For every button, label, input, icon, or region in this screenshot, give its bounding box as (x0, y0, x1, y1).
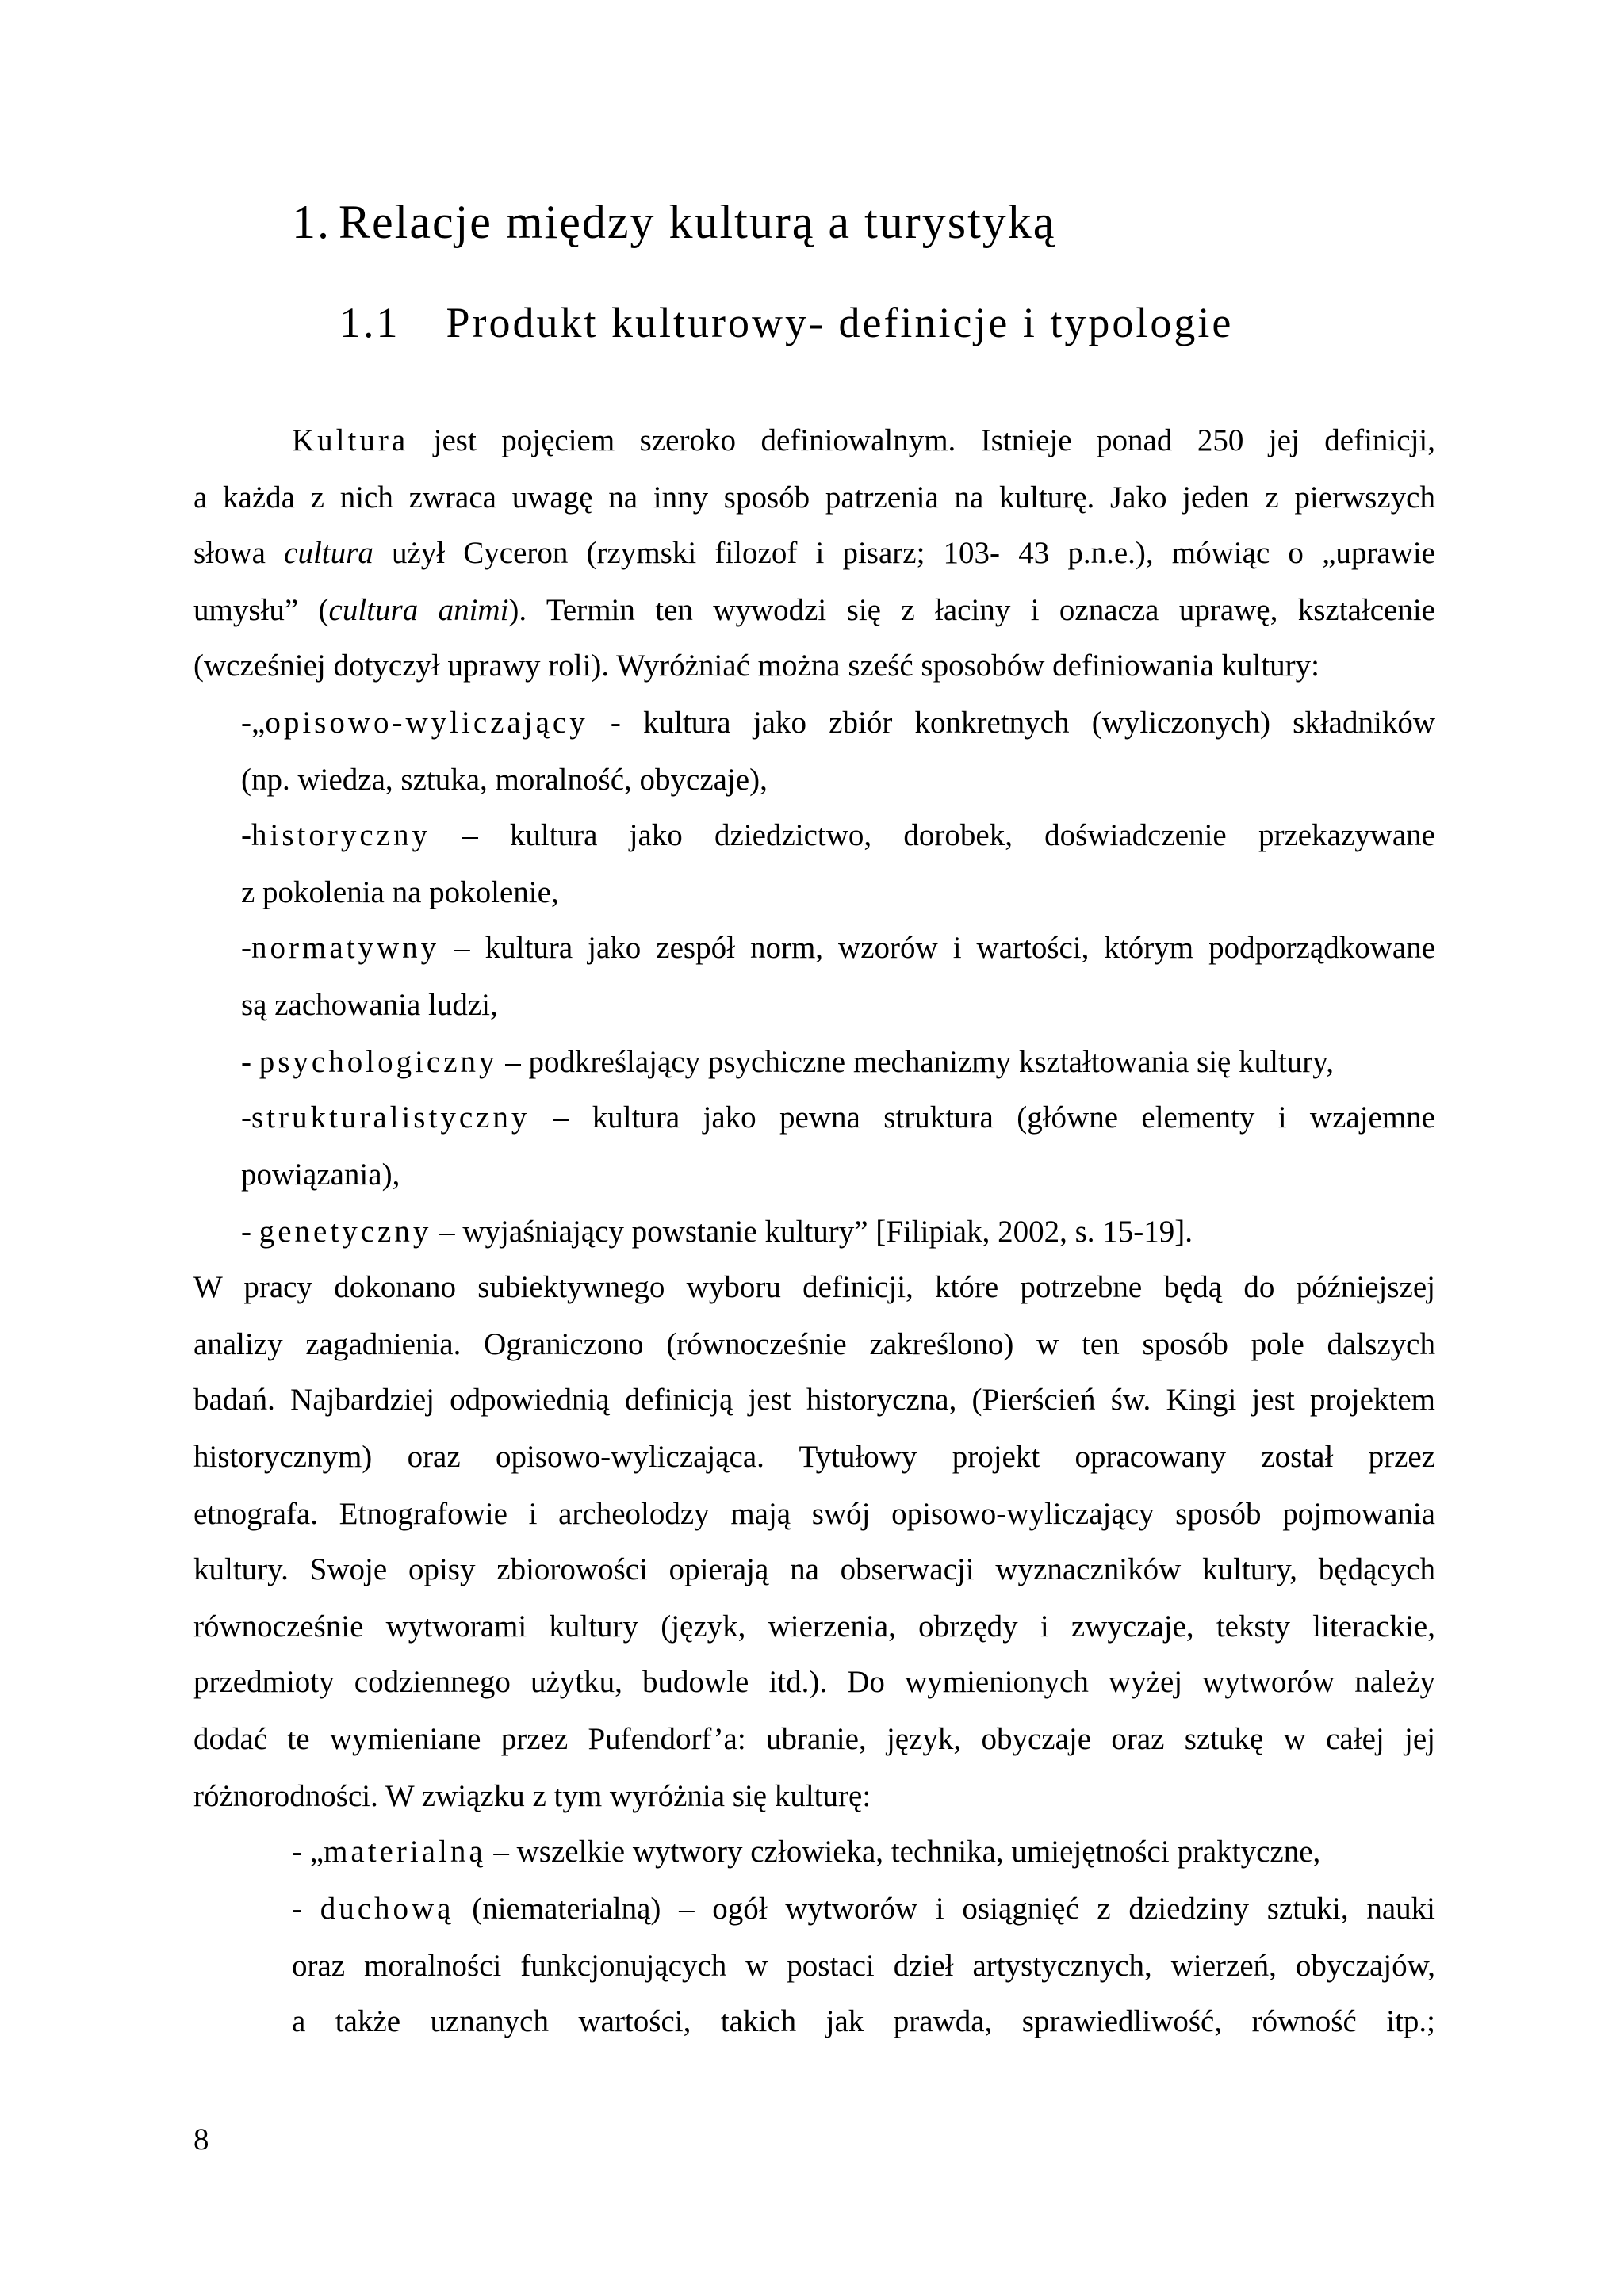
paragraph-line: W pracy dokonano subiektywnego wyboru definicji, które potrzebne będą do późniejszej (193, 1270, 1435, 1304)
paragraph-line: historycznym) oraz opisowo-wyliczająca. Tytułowy projekt opracowany został przez (193, 1440, 1435, 1474)
paragraph-line (193, 538, 1435, 568)
spaced-term: psychologiczny (259, 1045, 498, 1079)
list-item-line: a także uznanych wartości, takich jak prawda, sprawiedliwość, równość itp.; (292, 2004, 1435, 2038)
section-heading (339, 298, 1233, 347)
text-run: ). Termin ten wywodzi się z łaciny i oznacza uprawę, kształcenie (508, 593, 1435, 627)
text-run: – kultura jako dziedzictwo, dorobek, doświadczenie przekazywane (430, 818, 1435, 852)
text-run: - (241, 931, 251, 965)
spaced-term: historyczny (251, 818, 431, 852)
text-run: słowa (193, 536, 285, 570)
paragraph-line: przedmioty codziennego użytku, budowle itd.). Do wymienionych wyżej wytworów należy (193, 1665, 1435, 1699)
paragraph-line (193, 595, 1435, 626)
spaced-term: genetyczny (259, 1215, 432, 1249)
section-number: 1.1 (339, 299, 400, 346)
list-item-line (241, 707, 1435, 738)
text-run: (niematerialną) – ogół wytworów i osiągnięć z dziedziny sztuki, nauki (454, 1892, 1435, 1926)
list-item-line (241, 1216, 1435, 1247)
paragraph-line: równocześnie wytworami kultury (język, wierzenia, obrzędy i zwyczaje, teksty literackie, (193, 1609, 1435, 1644)
list-item-line (241, 1102, 1435, 1133)
text-run: – podkreślający psychiczne mechanizmy kształtowania się kultury, (497, 1045, 1334, 1079)
paragraph-line: badań. Najbardziej odpowiednią definicją jest historyczna, (Pierścień św. Kingi jest projektem (193, 1383, 1435, 1417)
text-run: - kultura jako zbiór konkretnych (wyliczonych) składników (588, 706, 1435, 740)
text-run: umysłu” ( (193, 593, 329, 627)
chapter-title: Relacje między kulturą a turystyką (339, 196, 1056, 248)
paragraph-line: a każda z nich zwraca uwagę na inny sposób patrzenia na kulturę. Jako jeden z pierwszych (193, 480, 1435, 515)
paragraph-line: (wcześniej dotyczył uprawy roli). Wyróżniać można sześć sposobów definiowania kultury: (193, 649, 1320, 683)
spaced-term: normatywny (251, 931, 440, 965)
text-run: - (241, 1100, 251, 1135)
text-run: – wszelkie wytwory człowieka, technika, umiejętności praktyczne, (485, 1835, 1321, 1869)
list-item-line (292, 1893, 1435, 1924)
list-item-line: z pokolenia na pokolenie, (241, 875, 559, 909)
text-run: - (241, 1045, 259, 1079)
text-run: - (241, 1215, 259, 1249)
list-item-line: oraz moralności funkcjonujących w postaci dzieł artystycznych, wierzeń, obyczajów, (292, 1949, 1435, 1983)
list-item-line: są zachowania ludzi, (241, 988, 498, 1022)
spaced-term: opisowo-wyliczający (265, 706, 588, 740)
text-run: – kultura jako pewna struktura (główne elementy i wzajemne (530, 1100, 1435, 1135)
italic-term: cultura (284, 536, 373, 570)
spaced-term: materialną (324, 1835, 486, 1869)
text-run: użył Cyceron (rzymski filozof i pisarz; 103- 43 p.n.e.), mówiąc o „uprawie (373, 536, 1435, 570)
paragraph-line: różnorodności. W związku z tym wyróżnia się kulturę: (193, 1779, 871, 1813)
text-run: -„ (241, 706, 266, 740)
paragraph-line: analizy zagadnienia. Ograniczono (równocześnie zakreślono) w ten sposób pole dalszych (193, 1327, 1435, 1361)
chapter-heading (292, 195, 1055, 250)
paragraph-line: etnografa. Etnografowie i archeolodzy mają swój opisowo-wyliczający sposób pojmowania (193, 1497, 1435, 1531)
text-run: – wyjaśniający powstanie kultury” [Filipiak, 2002, s. 15-19]. (431, 1215, 1193, 1249)
text-run: - (292, 1892, 320, 1926)
list-item-line (292, 1836, 1435, 1867)
list-item-line: (np. wiedza, sztuka, moralność, obyczaje), (241, 763, 768, 797)
chapter-number: 1. (292, 196, 331, 248)
text-run: - (241, 818, 251, 852)
italic-term: cultura animi (328, 593, 509, 627)
text-run: jest pojęciem szeroko definiowalnym. Istnieje ponad 250 jej definicji, (408, 423, 1435, 457)
spaced-term: duchową (320, 1892, 454, 1926)
spaced-term: Kultura (292, 423, 409, 457)
list-item-line (241, 932, 1435, 963)
list-item-line (241, 820, 1435, 851)
text-run: – kultura jako zespół norm, wzorów i wartości, którym podporządkowane (439, 931, 1435, 965)
text-run: - „ (292, 1835, 324, 1869)
paragraph-line (292, 425, 1435, 456)
paragraph-line: dodać te wymieniane przez Pufendorf’a: ubranie, język, obyczaje oraz sztukę w całej jej (193, 1722, 1435, 1756)
paragraph-line: kultury. Swoje opisy zbiorowości opierają na obserwacji wyznaczników kultury, będących (193, 1552, 1435, 1586)
page-number: 8 (193, 2122, 209, 2156)
list-item-line (241, 1047, 1435, 1077)
spaced-term: strukturalistyczny (251, 1100, 530, 1135)
list-item-line: powiązania), (241, 1158, 400, 1192)
section-title: Produkt kulturowy- definicje i typologie (446, 299, 1234, 346)
